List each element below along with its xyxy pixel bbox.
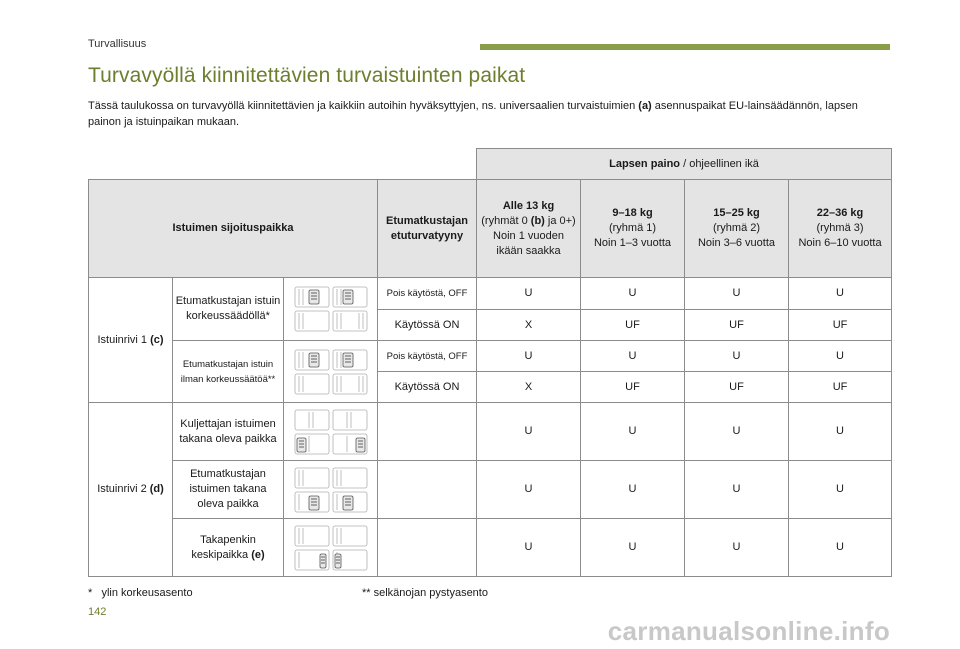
seat-position-header: Istuimen sijoituspaikka — [89, 180, 378, 278]
r4-1: U — [581, 461, 685, 519]
r1-off-0: U — [477, 278, 581, 310]
r4-0: U — [477, 461, 581, 519]
r1-on-1: UF — [581, 310, 685, 341]
r1-off-3: U — [789, 278, 892, 310]
watermark: carmanualsonline.info — [607, 616, 890, 646]
r3-1: U — [581, 403, 685, 461]
r2-on-2: UF — [685, 372, 789, 403]
group-3-age: Noin 6–10 vuotta — [798, 237, 882, 249]
car-seat-front-passenger-icon — [289, 346, 373, 398]
r1-on-2: UF — [685, 310, 789, 341]
sub1-label: Etumatkustajan istuin korkeussäädöllä* — [173, 278, 284, 341]
page-number: 142 — [88, 606, 107, 618]
intro-text-after: asennuspaikat EU-lainsäädännön, lapsen painon ja istuinpaikan mukaan. — [88, 100, 858, 128]
weight-header-bold: Lapsen paino — [609, 157, 681, 170]
r2-off-0: U — [477, 341, 581, 372]
r5-2: U — [685, 519, 789, 577]
group-0-header — [477, 180, 581, 278]
r5-airbag-empty — [378, 519, 477, 577]
group-3-weight: 22–36 kg — [816, 207, 864, 219]
group-2-header — [685, 180, 789, 278]
row2-ref: (d) — [149, 483, 164, 495]
r1-airbag-off: Pois käytöstä, OFF — [378, 278, 477, 310]
page-title: Turvavyöllä kiinnitettävien turvaistuinten paikat — [88, 64, 526, 87]
r5-1: U — [581, 519, 685, 577]
group-3-group: (ryhmä 3) — [816, 222, 864, 234]
seat-diagram-4 — [284, 461, 378, 519]
r1-off-2: U — [685, 278, 789, 310]
r5-3: U — [789, 519, 892, 577]
r1-off-1: U — [581, 278, 685, 310]
r2-airbag-off: Pois käytöstä, OFF — [378, 341, 477, 372]
footnote-star — [88, 587, 193, 599]
row1-label-text: Istuinrivi 1 — [97, 333, 151, 346]
r4-2: U — [685, 461, 789, 519]
car-seat-rear-left-icon — [289, 406, 373, 458]
sub5-label — [173, 519, 284, 577]
seat-diagram-5 — [284, 519, 378, 577]
section-title: Turvallisuus — [88, 38, 147, 50]
row2-label-text: Istuinrivi 2 — [97, 483, 150, 495]
r4-airbag-empty — [378, 461, 477, 519]
row2-label — [89, 403, 173, 577]
airbag-header: Etumatkustajan etuturvatyyny — [378, 180, 477, 278]
group-0-ref: (b) — [530, 214, 545, 227]
r2-off-3: U — [789, 341, 892, 372]
r2-on-0: X — [477, 372, 581, 403]
group-1-age: Noin 1–3 vuotta — [593, 237, 672, 249]
seat-diagram-3 — [284, 403, 378, 461]
r3-2: U — [685, 403, 789, 461]
r1-airbag-on: Käytössä ON — [378, 310, 477, 341]
footnote-dstar-text: selkänojan pystyasento — [373, 587, 488, 599]
r3-3: U — [789, 403, 892, 461]
sub5-label-text: Takapenkin keskipaikka — [191, 533, 256, 561]
footnote-star-text: ylin korkeusasento — [101, 587, 193, 599]
section-accent-bar — [480, 44, 890, 50]
group-2-weight: 15–25 kg — [713, 207, 760, 219]
group-1-weight: 9–18 kg — [612, 207, 653, 219]
r2-on-3: UF — [789, 372, 892, 403]
sub3-label: Kuljettajan istuimen takana oleva paikka — [173, 403, 284, 461]
row1-label — [89, 278, 173, 403]
group-0-group — [479, 214, 578, 229]
sub2-label: Etumatkustajan istuin ilman korkeussäätöä** — [173, 341, 284, 403]
group-2-age: Noin 3–6 vuotta — [697, 237, 776, 249]
r2-airbag-on: Käytössä ON — [378, 372, 477, 403]
group-0-prefix: (ryhmät 0 — [481, 214, 531, 227]
group-0-age: Noin 1 vuoden ikään saakka — [493, 229, 564, 257]
r3-0: U — [477, 403, 581, 461]
weight-header-rest: / ohjeellinen ikä — [680, 157, 759, 170]
intro-paragraph — [88, 98, 893, 130]
group-0-weight: Alle 13 kg — [502, 199, 555, 212]
seat-diagram-1 — [284, 278, 378, 341]
footnote-dstar-mark: ** — [362, 587, 371, 599]
r1-on-0: X — [477, 310, 581, 341]
footnote-double-star — [362, 587, 488, 599]
group-0-suffix: ja 0+) — [544, 214, 576, 227]
r3-airbag-empty — [378, 403, 477, 461]
sub5-ref: (e) — [251, 548, 265, 561]
car-seat-rear-center-icon — [289, 522, 373, 574]
sub4-label: Etumatkustajan istuimen takana oleva paikka — [173, 461, 284, 519]
intro-ref: (a) — [638, 100, 652, 112]
r2-on-1: UF — [581, 372, 685, 403]
intro-text-before: Tässä taulukossa on turvavyöllä kiinnitettävien ja kaikkiin autoihin hyväksyttyjen, ns. universaalien turvaistuimien — [88, 100, 639, 112]
group-1-header — [581, 180, 685, 278]
group-2-group: (ryhmä 2) — [712, 222, 761, 234]
weight-header — [477, 149, 892, 180]
r2-off-1: U — [581, 341, 685, 372]
group-1-group: (ryhmä 1) — [608, 222, 657, 234]
car-seat-front-passenger-icon — [289, 283, 373, 335]
group-3-header — [789, 180, 892, 278]
seat-diagram-2 — [284, 341, 378, 403]
footnote-star-mark: * — [88, 587, 93, 599]
r4-3: U — [789, 461, 892, 519]
row1-ref: (c) — [150, 333, 164, 346]
car-seat-rear-right-icon — [289, 464, 373, 516]
r1-on-3: UF — [789, 310, 892, 341]
child-seat-table — [88, 148, 892, 577]
r5-0: U — [477, 519, 581, 577]
r2-off-2: U — [685, 341, 789, 372]
